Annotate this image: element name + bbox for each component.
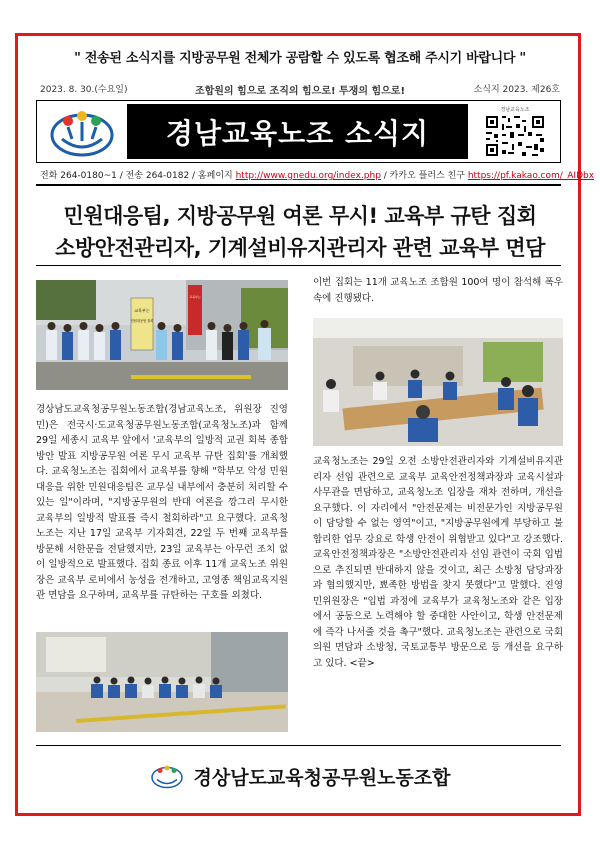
homepage-link[interactable]: http://www.gnedu.org/index.php [235,171,381,181]
motto: 조합원의 힘으로 조직의 힘으로! 투쟁의 힘으로! [194,86,406,97]
qr-code-icon[interactable] [484,114,546,158]
kakao-label: / 카카오 플러스 친구 [380,171,465,181]
protest-banner-text: 교육부는 [189,295,201,299]
union-logo-icon [48,105,116,159]
lobby-sit-in-photo [36,632,288,732]
union-logo-icon [150,762,184,790]
footer-org-name: 경상남도교육청공무원노동조합 [193,766,451,789]
footer-divider [36,745,561,746]
protest-photo [36,280,288,390]
ministry-meeting-photo [313,318,563,446]
contact-phone: 전화 264-0180~1 / 전송 264-0182 / 홈페이지 [40,171,233,181]
contact-line [40,168,595,181]
header-divider [36,184,561,186]
headline-line-2: 소방안전관리자, 기계설비유지관리자 관련 교육부 면담 [55,236,545,260]
article-right-column: 교육청노조는 29일 오전 소방안전관리자와 기계설비유지관리자 선임 관련으로 교육부 교육안전정책과장과 교육시설과 사무관을 면담하고, 교육청노조 입장을 재차 전하며, 개선을 요구했다. 이 자리에서 "안전문제는 비전문가인 지방공무원이 담당할 수 없는 영역"이고, "지방공무원에게 부당하고 불합리한 업무 강요로 학생 안전이 위협받고 있다"고 강조했다. 교육안전정책과장은 "소방안전관리자 선임 관련이 국회 입법으로 추진되면 반대하지 않을 것이고, 최근 소방청 담당과장과 협의했지만, 뾰족한 방법을 찾지 못했다"고 말했다. 진영민위원장은 "입법 과정에 교육부가 교육청노조와 같은 입장에서 공동으로 노력해야 할 중대한 사안이고, 학생 안전문제에 즉각 나서줄 것을 촉구"했다. 교육청노조는 관련으로 국회의원 면담과 소방청, 국토교통부 방문으로 등 개선을 요구하고 있다. <끝> [313,456,563,669]
footer [0,762,600,790]
qr-label: 경남교육노조 [500,107,530,113]
slogan: " 전송된 소식지를 지방공무원 전체가 공람할 수 있도록 협조해 주시기 바랍니다 " [74,51,526,66]
headline-divider [36,265,561,266]
article-left-column: 경상남도교육청공무원노동조합(경남교육노조, 위원장 진영민)은 전국시·도교육청공무원노동조합(교육청노조)과 함께 29일 세종시 교육부 앞에서 '교육부의 일방적 교권 회복 종합방안 발표 지방공무원 여론 무시 교육부 규탄 집회'를 개최했다. 교육청노조는 집회에서 교육부를 향해 "학부모 악성 민원 대응을 위한 민원대응팀은 교무실 내부에서 충분히 처리할 수 있는 일"이라며, "지방공무원의 반대 여론을 깡그리 무시한 교육부의 일방적 발표를 즉시 철회하라"고 요구했다. 교육청노조는 지난 17일 교육부 기자회견, 22일 두 번째 교육부를 방문해 서한문을 전달했지만, 23일 교육부는 아무런 조치 없이 일방적으로 발표했다. 집회 종료 이후 11개 교육노조 위원장은 교육부 로비에서 농성을 전개하고, 고영종 책임교육지원관 면담을 요구하며, 교육부를 규탄하는 구호를 외쳤다. [36,404,288,601]
masthead-title: 경남교육노조 소식지 [127,104,468,159]
protest-sign-text: 민원대응팀 철회 [130,319,154,323]
kakao-link[interactable]: https://pf.kakao.com/_AIDbx [467,171,595,181]
headline-line-1: 민원대응팀, 지방공무원 여론 무시! 교육부 규탄 집회 [63,204,537,228]
issue-date: 2023. 8. 30.(수요일) [40,85,128,95]
protest-sign-text: 교육부는 [134,308,150,313]
issue-number: 소식지 2023. 제26호 [473,85,560,95]
article-right-intro: 이번 집회는 11개 교육노조 조합원 100여 명이 참석해 폭우 속에 진행됐다. [313,277,563,304]
